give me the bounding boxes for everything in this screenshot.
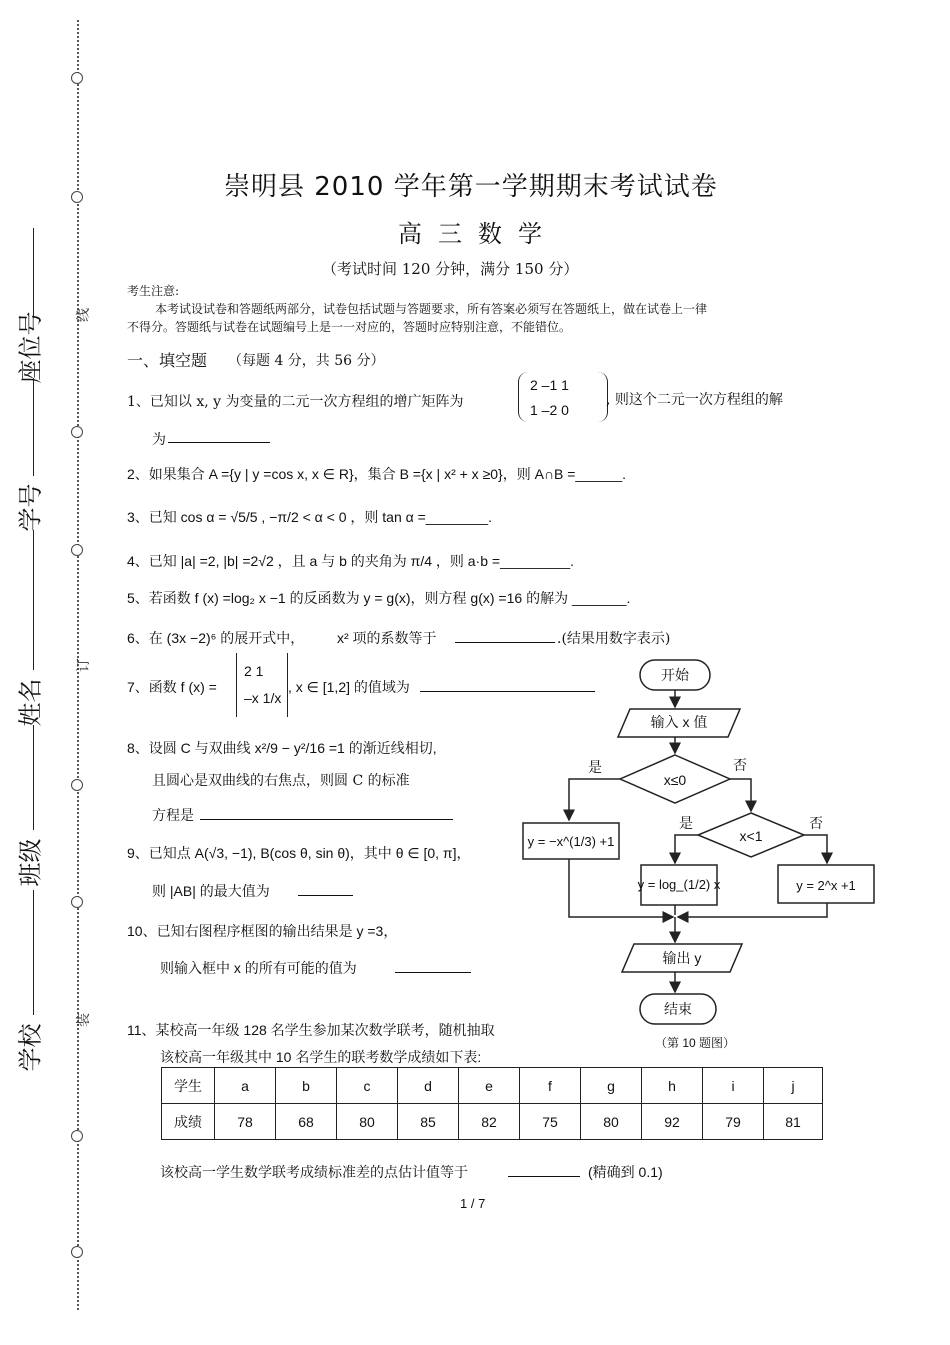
table-cell: g xyxy=(581,1068,642,1104)
question-1-text: 1、已知以 x, y 为变量的二元一次方程组的增广矩阵为 xyxy=(127,394,464,410)
binding-ring xyxy=(71,1130,83,1142)
table-row xyxy=(162,1104,823,1140)
question-7-domain: , x ∈ [1,2] 的值域为 xyxy=(288,679,410,695)
name-field-line xyxy=(33,530,34,670)
flow-start-label: 开始 xyxy=(661,667,689,683)
section-heading: 一、填空题 xyxy=(127,351,208,370)
question-9-text: 9、已知点 A(√3, −1), B(cos θ, sin θ)，其中 θ ∈ [0, π]， xyxy=(127,845,471,861)
school-label: 学校 xyxy=(16,1023,45,1072)
table-cell: a xyxy=(215,1068,276,1104)
binding-mark-install: 装 xyxy=(76,1013,92,1027)
notice-heading: 考生注意: xyxy=(127,284,180,298)
q7-determinant-row-2: –x 1/x xyxy=(244,690,282,706)
flow-input-label: 输入 x 值 xyxy=(650,714,708,730)
question-5-text: 5、若函数 f (x) =log₂ x −1 的反函数为 y = g(x)，则方程 g(x) =16 的解为 _______. xyxy=(127,590,631,606)
table-cell: 80 xyxy=(337,1104,398,1140)
table-cell: 成绩 xyxy=(162,1104,215,1140)
question-10-text: 10、已知右图程序框图的输出结果是 y =3， xyxy=(127,923,398,939)
school-field-line xyxy=(33,890,34,1015)
binding-ring xyxy=(71,544,83,556)
question-1-continued: , 则这个二元一次方程组的解 xyxy=(606,392,783,408)
table-cell: e xyxy=(459,1068,520,1104)
binding-ring xyxy=(71,896,83,908)
score-table xyxy=(161,1067,823,1140)
question-1-answer-blank xyxy=(168,428,270,443)
name-label: 姓名 xyxy=(16,678,45,727)
flow-condition-1: x≤0 xyxy=(663,772,687,788)
table-cell: 85 xyxy=(398,1104,459,1140)
table-cell: 68 xyxy=(276,1104,337,1140)
table-row xyxy=(162,1068,823,1104)
question-9-continued: 则 |AB| 的最大值为 xyxy=(152,883,270,899)
notice-line-1: 本考试设试卷和答题纸两部分，试卷包括试题与答题要求，所有答案必须写在答题纸上，做在试卷上一律 xyxy=(155,302,708,316)
question-8-answer-prefix: 方程是 xyxy=(152,808,194,824)
question-11-continued: 该校高一年级其中 10 名学生的联考数学成绩如下表: xyxy=(160,1049,482,1065)
question-9-answer-blank xyxy=(298,881,353,896)
exam-title: 崇明县 2010 学年第一学期期末考试试卷 xyxy=(224,172,718,202)
question-6-term: x² 项的系数等于 xyxy=(337,630,437,646)
binding-ring xyxy=(71,779,83,791)
question-1-answer-prefix: 为 xyxy=(152,432,166,448)
q1-matrix-row-2: 1 –2 0 xyxy=(530,402,569,418)
question-6-note: .(结果用数字表示) xyxy=(557,631,671,647)
question-4-text: 4、已知 |a| =2, |b| =2√2 ，且 a 与 b 的夹角为 π/4 ，则 a·b =_________. xyxy=(127,553,575,569)
question-10-answer-blank xyxy=(395,958,471,973)
question-3-text: 3、已知 cos α = √5/5 , −π/2 < α < 0 ，则 tan α =________. xyxy=(127,509,492,525)
q1-matrix-row-1: 2 –1 1 xyxy=(530,377,569,393)
flow-no-1: 否 xyxy=(733,757,747,773)
question-11-answer-blank xyxy=(508,1162,580,1177)
question-11-text: 11、某校高一年级 128 名学生参加某次数学联考，随机抽取 xyxy=(127,1022,495,1038)
flow-condition-2: x<1 xyxy=(739,828,763,844)
exam-subject: 高三数学 xyxy=(398,220,558,248)
notice-line-2: 不得分。答题纸与试卷在试题编号上是一一对应的，答题时应特别注意，不能错位。 xyxy=(127,320,572,334)
flowchart-question-10 xyxy=(510,655,885,1055)
flow-yes-1: 是 xyxy=(588,759,602,775)
question-10-continued: 则输入框中 x 的所有可能的值为 xyxy=(160,960,357,976)
seat-number-label: 座位号 xyxy=(16,311,45,384)
table-cell: b xyxy=(276,1068,337,1104)
table-cell: c xyxy=(337,1068,398,1104)
question-6-answer-blank xyxy=(455,628,555,643)
table-cell: 78 xyxy=(215,1104,276,1140)
flow-end-label: 结束 xyxy=(664,1001,692,1017)
table-cell: f xyxy=(520,1068,581,1104)
flow-output-label: 输出 y xyxy=(662,950,702,966)
question-11-precision: (精确到 0.1) xyxy=(588,1164,663,1180)
table-cell: 92 xyxy=(642,1104,703,1140)
flow-box-middle-formula: y = log_(1/2) x xyxy=(637,877,721,892)
class-field-line xyxy=(33,725,34,830)
flow-yes-2: 是 xyxy=(679,815,693,831)
question-2-text: 2、如果集合 A ={y | y =cos x, x ∈ R}，集合 B ={x | x² + x ≥0}，则 A∩B =______. xyxy=(127,466,627,482)
flow-box-left-formula: y = −x^(1/3) +1 xyxy=(527,834,615,849)
flowchart-caption: （第 10 题图） xyxy=(654,1036,736,1050)
table-cell: 80 xyxy=(581,1104,642,1140)
question-7-text: 7、函数 f (x) = xyxy=(127,679,217,695)
table-cell: 82 xyxy=(459,1104,520,1140)
binding-mark-bind: 订 xyxy=(76,658,92,672)
table-cell: 81 xyxy=(764,1104,823,1140)
exam-time-info: （考试时间 120 分钟，满分 150 分） xyxy=(322,260,579,278)
binding-ring xyxy=(71,1246,83,1258)
seat-number-field-line xyxy=(33,228,34,318)
binding-ring xyxy=(71,72,83,84)
binding-mark-line: 线 xyxy=(76,308,92,322)
table-cell: 学生 xyxy=(162,1068,215,1104)
question-8-answer-blank xyxy=(200,805,453,820)
binding-ring xyxy=(71,426,83,438)
table-cell: j xyxy=(764,1068,823,1104)
question-8-text: 8、设圆 C 与双曲线 x²/9 − y²/16 =1 的渐近线相切, xyxy=(127,740,437,756)
table-cell: d xyxy=(398,1068,459,1104)
page-number: 1 / 7 xyxy=(460,1196,486,1211)
class-label: 班级 xyxy=(16,838,45,887)
flow-box-right-formula: y = 2^x +1 xyxy=(796,878,856,893)
flow-no-2: 否 xyxy=(809,815,823,831)
q7-determinant-row-1: 2 1 xyxy=(244,663,264,679)
table-cell: 75 xyxy=(520,1104,581,1140)
question-11-ask: 该校高一学生数学联考成绩标准差的点估计值等于 xyxy=(160,1164,468,1180)
student-number-field-line xyxy=(33,378,34,476)
section-scoring: （每题 4 分，共 56 分） xyxy=(228,353,385,369)
question-8-continued: 且圆心是双曲线的右焦点，则圆 C 的标准 xyxy=(152,773,410,789)
table-cell: i xyxy=(703,1068,764,1104)
binding-ring xyxy=(71,191,83,203)
table-cell: h xyxy=(642,1068,703,1104)
table-cell: 79 xyxy=(703,1104,764,1140)
question-6-text: 6、在 (3x −2)⁶ 的展开式中， xyxy=(127,630,305,646)
student-number-label: 学号 xyxy=(16,483,45,532)
